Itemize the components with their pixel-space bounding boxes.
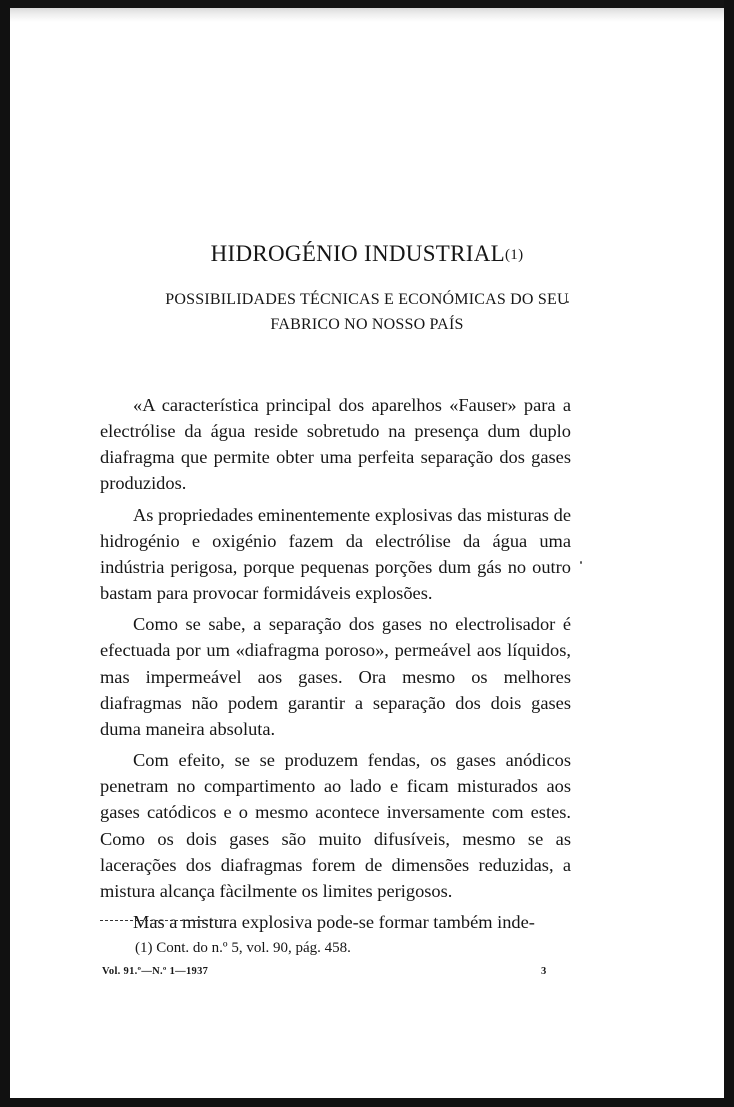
body-paragraph: Mas a mistura explosiva pode-se formar também inde- [133,911,535,932]
body-paragraph: As propriedades eminentemente explosivas das misturas de hidrogénio e oxigénio fazem da electrólise da água uma indústria perigosa, porque pequenas porções dum gás no outro bastam para provocar formidáveis explosões. [100,504,571,604]
body-paragraph: «A característica principal dos aparelhos «Fauser» para a electrólise da água reside sobretudo na presença dum duplo diafragma que permite obter uma perfeita separação dos gases produzidos. [100,395,571,494]
scan-speck [580,561,582,564]
title-footnote-marker: (1) [505,247,524,263]
article-title-text: HIDROGÉNIO INDUSTRIAL [210,241,505,266]
article-subtitle-line-2: FABRICO NO NOSSO PAÍS [270,316,464,333]
scan-border-bottom [0,1098,734,1107]
article-title [0,241,734,267]
scan-grain-top [10,8,725,22]
scan-border-right [724,0,734,1107]
body-paragraph: Com efeito, se se produzem fendas, os gases anódicos penetram no compartimento ao lado e ficam misturados aos gases catódicos e o mesmo acontece inversamente com estes. Como os dois gases são muito difusíveis, mesmo se as lacerações dos diafragmas forem de dimensões reduzidas, a mistura alcança fàcilmente os limites perigosos. [100,750,571,901]
article-subtitle-line-1: POSSIBILIDADES TÉCNICAS E ECONÓMICAS DO SEU [165,291,569,308]
footnote-divider [100,920,228,921]
volume-info: Vol. 91.º—N.º 1—1937 [102,966,209,977]
body-paragraph: Como se sabe, a separação dos gases no electrolisador é efectuada por um «diafragma poroso», permeável aos líquidos, mas impermeável aos gases. Ora mesmo os melhores diafragmas não podem garantir a separação dos dois gases duma maneira absoluta. [100,614,571,739]
scan-border-top [0,0,734,8]
scan-border-left [0,0,10,1107]
footnote: (1) Cont. do n.º 5, vol. 90, pág. 458. [135,940,351,956]
page-number: 3 [541,966,547,977]
article-body [100,392,571,940]
